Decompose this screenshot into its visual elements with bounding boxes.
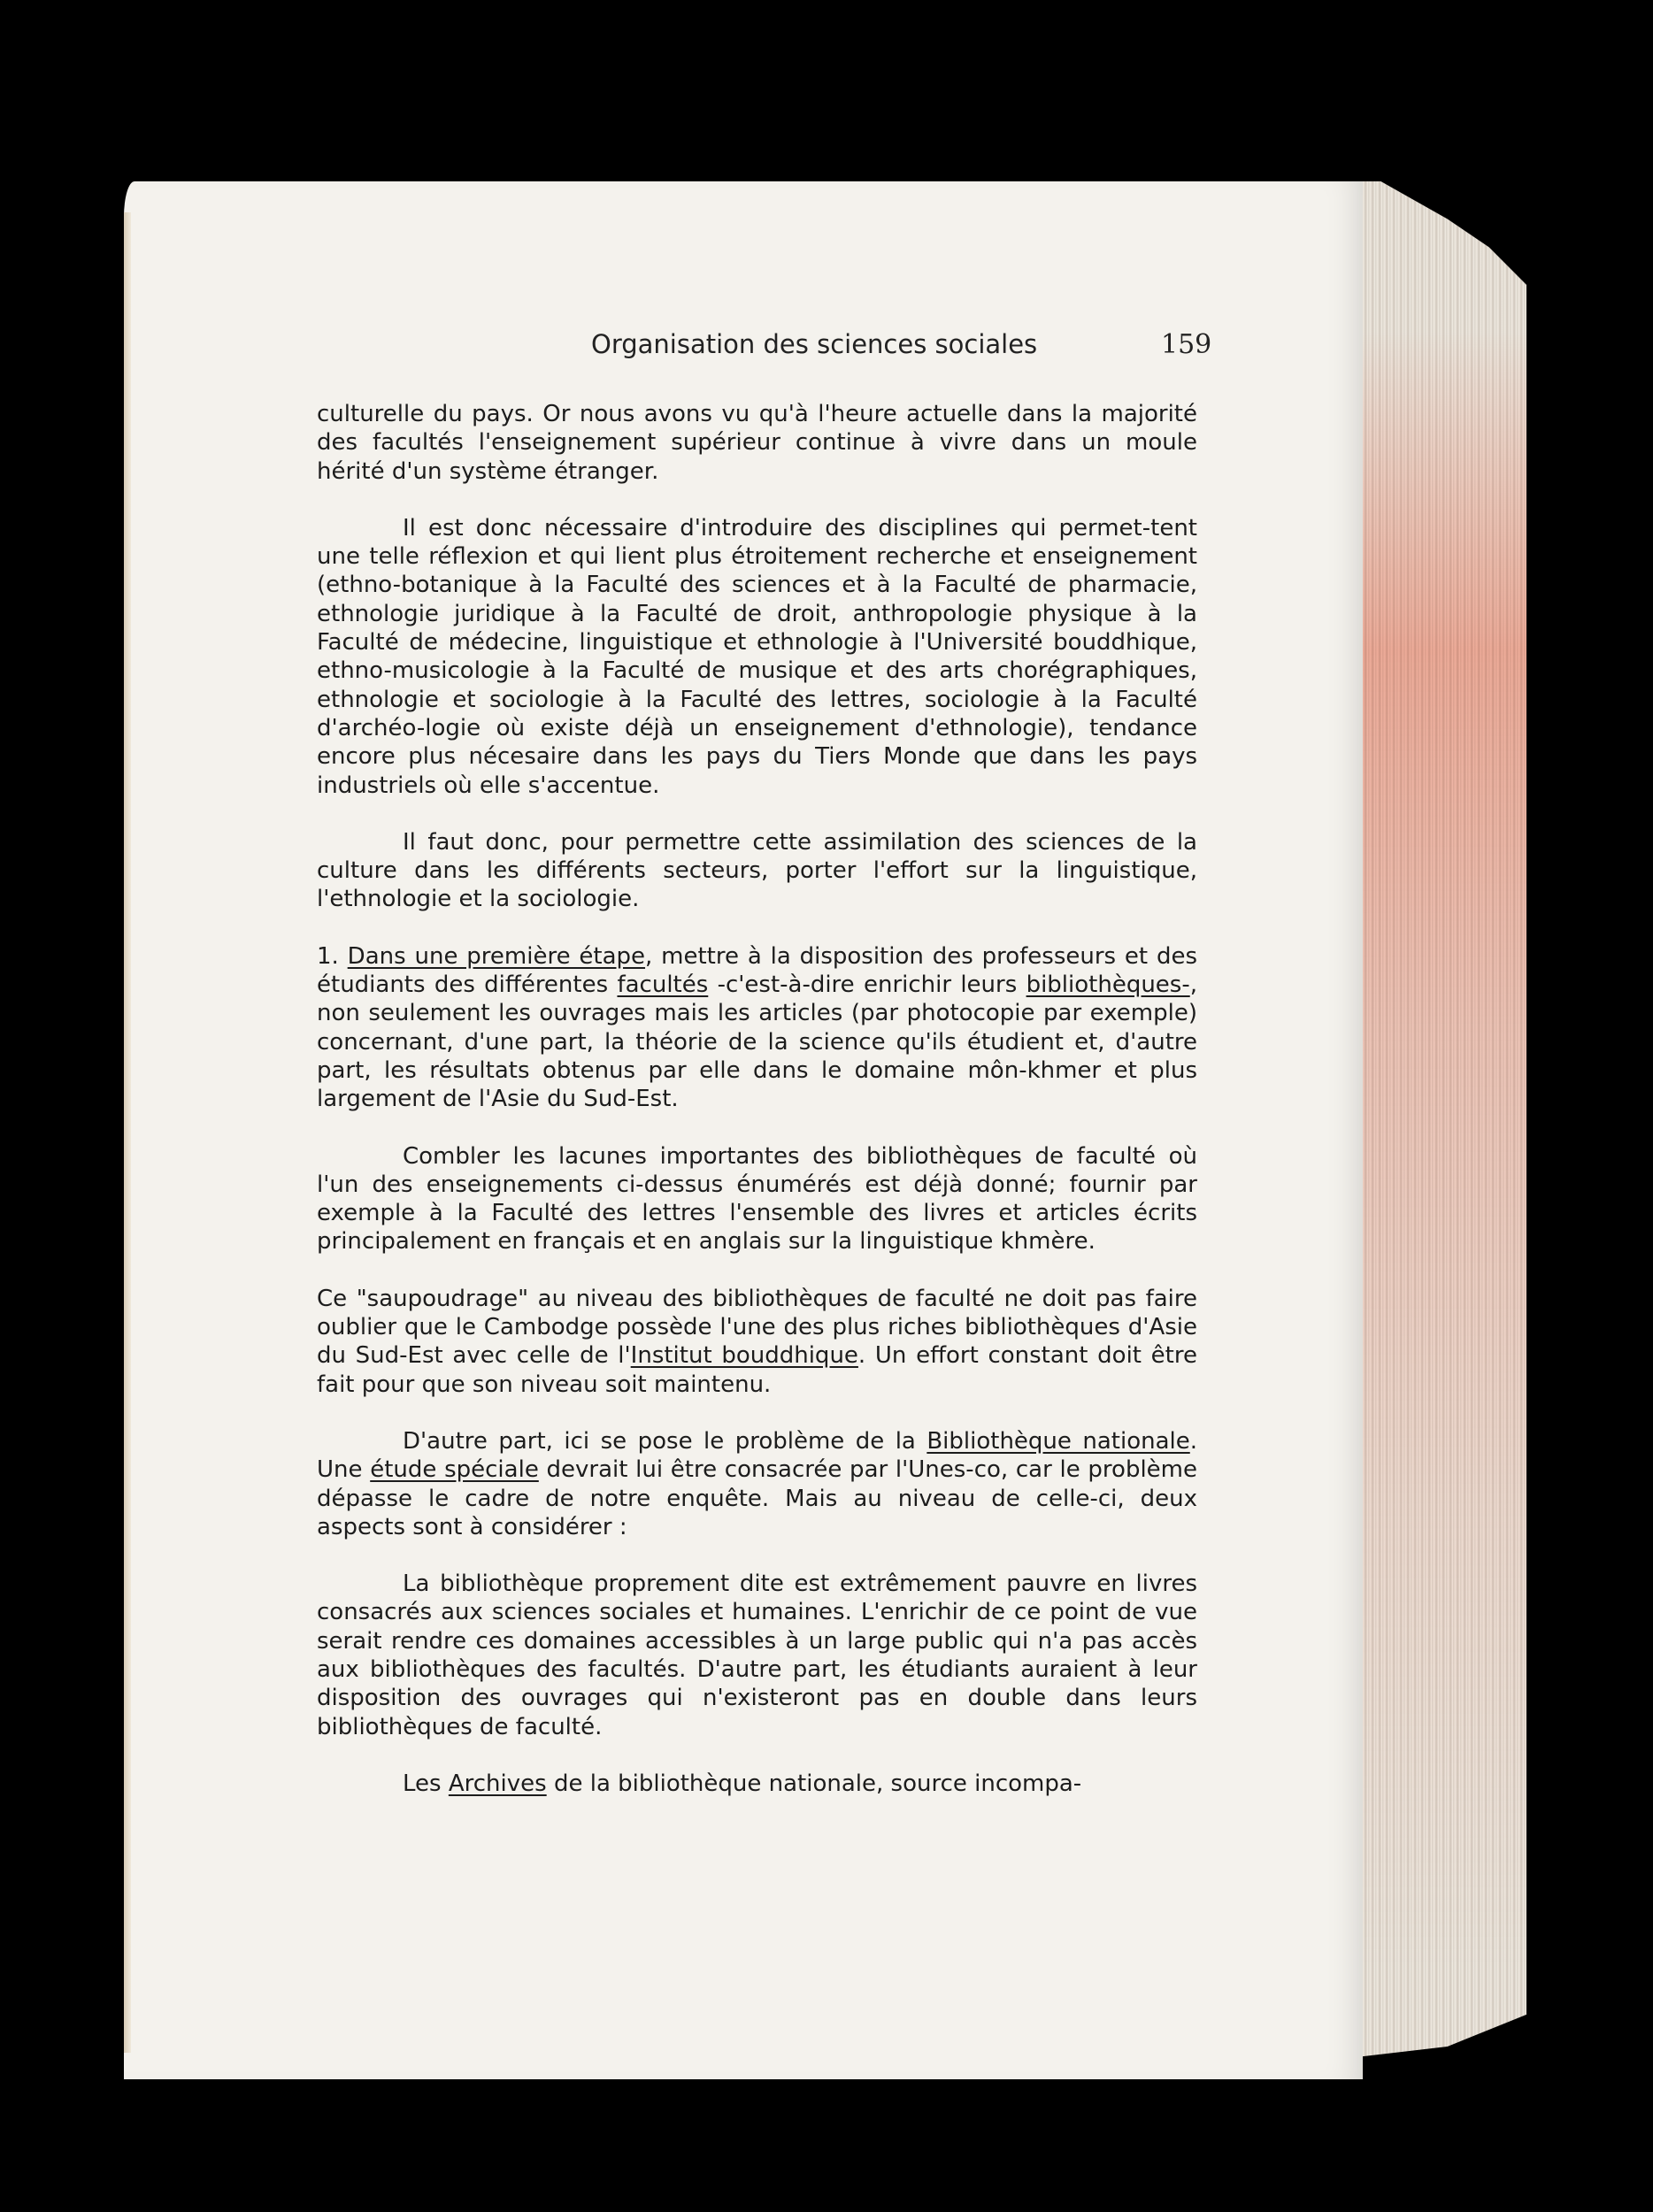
underlined-phrase: étude spéciale bbox=[370, 1456, 539, 1484]
paragraph-text: . Un effort constant doit être fait pour que son niveau soit maintenu. bbox=[317, 1342, 1197, 1398]
page-gutter-edge bbox=[124, 212, 131, 2053]
paragraph-2: Il est donc nécessaire d'introduire des disciplines qui permet-tent une telle réflexion et qui lient plus étroitement recherche et enseignement (ethno-botanique à la Faculté des sciences et à la Faculté de pharmacie, ethnologie juridique à la Faculté de droit, anthropologie physique à la Faculté de médecine, linguistique et ethnologie à l'Université bouddhique, ethno-musicologie à la Faculté de musique et des arts chorégraphiques, ethnologie et sociologie à la Faculté des lettres, sociologie à la Faculté d'archéo-logie où existe déjà un enseignement d'ethnologie), tendance encore plus nécesaire dans les pays du Tiers Monde que dans les pays industriels où elle s'accentue. bbox=[317, 514, 1197, 799]
paragraph-text: Ce "saupoudrage" au niveau des bibliothèques de faculté ne doit pas faire oublier que le Cambodge possède l'une des plus riches bibliothèques d'Asie du Sud-Est avec celle de l' bbox=[317, 1285, 1197, 1370]
paragraph-text: de la bibliothèque nationale, source incompa- bbox=[546, 1770, 1082, 1797]
paragraph-9 bbox=[317, 1770, 1197, 1798]
paragraph-1: culturelle du pays. Or nous avons vu qu'à l'heure actuelle dans la majorité des facultés l'enseignement supérieur continue à vivre dans un moule hérité d'un système étranger. bbox=[317, 401, 1197, 485]
paragraph-text: D'autre part, ici se pose le problème de la bbox=[403, 1427, 927, 1455]
paragraph-6 bbox=[317, 1285, 1197, 1399]
paragraph-text: , mettre à la disposition des professeurs et des étudiants des différentes bbox=[317, 942, 1197, 999]
underlined-phrase: bibliothèques- bbox=[1026, 972, 1190, 999]
paragraph-4 bbox=[317, 942, 1197, 1114]
underlined-phrase: facultés bbox=[617, 972, 709, 999]
underlined-phrase: Bibliothèque nationale bbox=[926, 1427, 1190, 1455]
paragraph-3: Il faut donc, pour permettre cette assimilation des sciences de la culture dans les différents secteurs, porter l'effort sur la linguistique, l'ethnologie et la sociologie. bbox=[317, 828, 1197, 913]
list-number: 1. bbox=[317, 942, 339, 970]
paragraph-text: . Une bbox=[317, 1427, 1198, 1484]
paragraph-text: , non seulement les ouvrages mais les articles (par photocopie par exemple) concernant, d'une part, la théorie de la science qu'ils étudient et, d'autre part, les résultats obtenus par elle dans le domaine môn-khmer et plus largement de l'Asie du Sud-Est. bbox=[317, 972, 1197, 1113]
paragraph-7 bbox=[317, 1427, 1197, 1541]
page-number: 159 bbox=[1161, 329, 1212, 360]
body-text bbox=[317, 400, 1197, 1826]
underlined-phrase: Archives bbox=[448, 1770, 547, 1797]
underlined-phrase: Institut bouddhique bbox=[630, 1342, 858, 1370]
paragraph-text: -c'est-à-dire enrichir leurs bbox=[708, 972, 1026, 999]
paragraph-8: La bibliothèque proprement dite est extrêmement pauvre en livres consacrés aux sciences sociales et humaines. L'enrichir de ce point de vue serait rendre ces domaines accessibles à un large public qui n'a pas accès aux bibliothèques des facultés. D'autre part, les étudiants auraient à leur disposition des ouvrages qui n'existeront pas en double dans leurs bibliothèques de faculté. bbox=[317, 1571, 1197, 1740]
paragraph-5: Combler les lacunes importantes des bibliothèques de faculté où l'un des enseignements ci-dessus énumérés est déjà donné; fournir par exemple à la Faculté des lettres l'ensemble des livres et articles écrits principalement en français et en anglais sur la linguistique khmère. bbox=[317, 1142, 1197, 1256]
underlined-phrase: Dans une première étape bbox=[347, 942, 646, 970]
paragraph-text: Les bbox=[403, 1770, 449, 1797]
paragraph-text: devrait lui être consacrée par l'Unes-co, car le problème dépasse le cadre de notre enquête. Mais au niveau de celle-ci, deux aspects sont à considérer : bbox=[317, 1456, 1197, 1540]
running-title: Organisation des sciences sociales bbox=[591, 329, 1038, 359]
